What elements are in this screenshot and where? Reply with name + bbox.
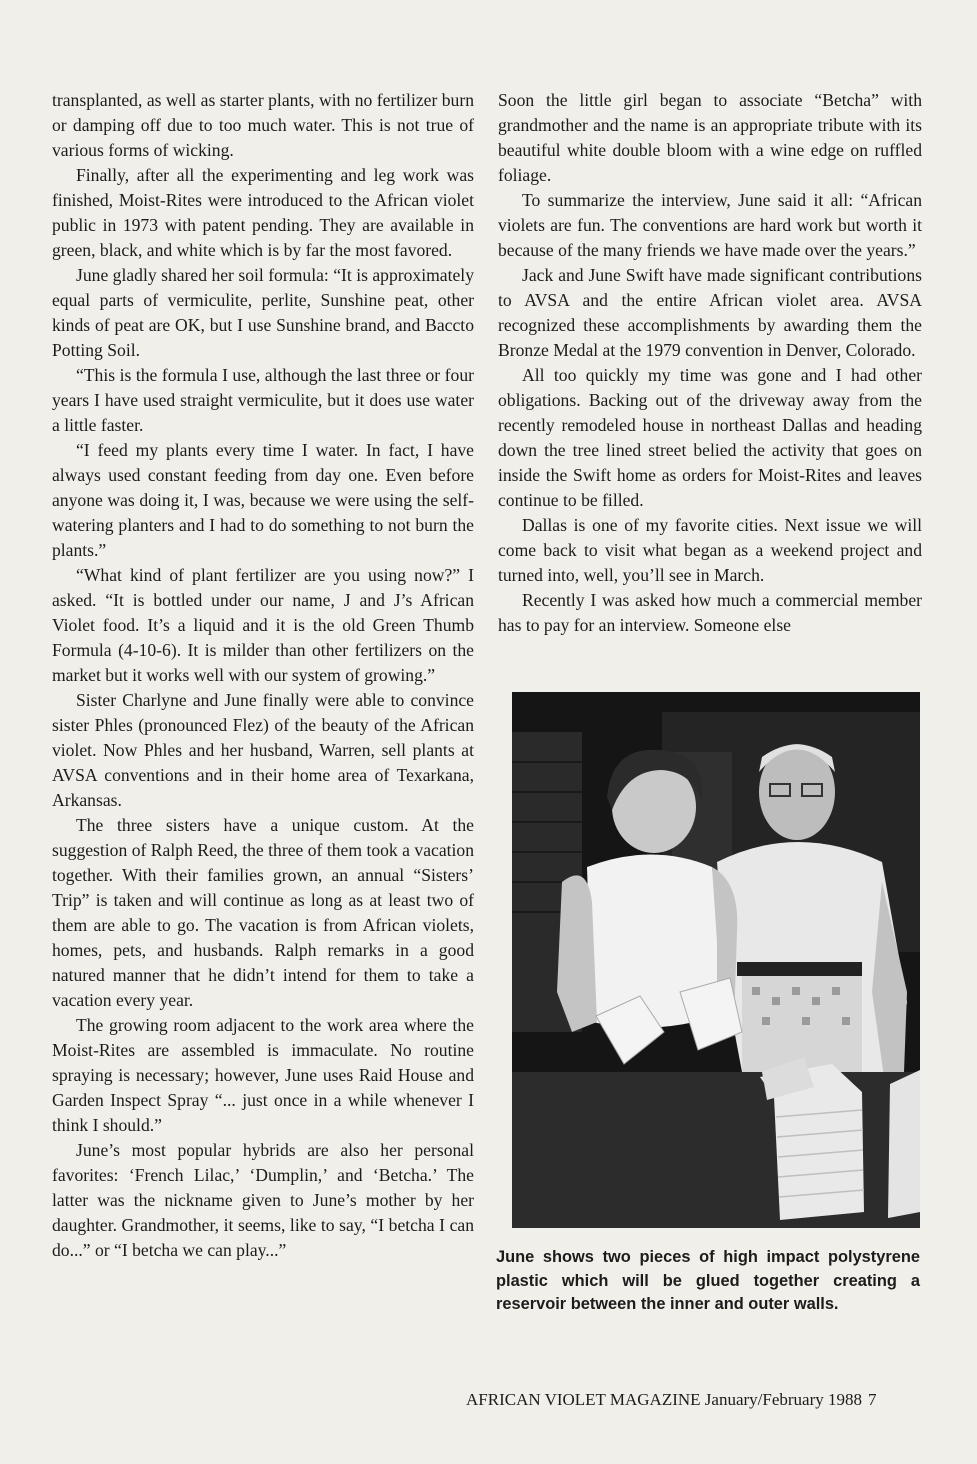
- paragraph: June gladly shared her soil formula: “It is approximately equal parts of vermiculite, perlite, Sunshine peat, other kinds of peat are OK, but I use Sunshine brand, and Baccto Potting Soil.: [52, 265, 474, 360]
- paragraph: Sister Charlyne and June finally were able to convince sister Phles (pronounced Flez) of the beauty of the African violet. Now Phles and her husband, Warren, sell plants at AVSA conventions and in their home area of Texarkana, Arkansas.: [52, 690, 474, 810]
- left-column: [52, 88, 474, 1263]
- photo-caption: June shows two pieces of high impact polystyrene plastic which will be glued together creating a reservoir between the inner and outer walls.: [496, 1248, 920, 1313]
- paragraph: transplanted, as well as starter plants, with no fertilizer burn or damping off due to too much water. This is not true of various forms of wicking.: [52, 90, 474, 160]
- paragraph: Recently I was asked how much a commercial member has to pay for an interview. Someone else: [498, 590, 922, 635]
- paragraph: The growing room adjacent to the work area where the Moist-Rites are assembled is immaculate. No routine spraying is necessary; however, June uses Raid House and Garden Inspect Spray “... just once in a while whenever I think I should.”: [52, 1015, 474, 1135]
- paragraph: To summarize the interview, June said it all: “African violets are fun. The conventions are hard work but worth it because of the many friends we have made over the years.”: [498, 190, 922, 260]
- page-footer: [466, 1390, 877, 1410]
- paragraph: June’s most popular hybrids are also her personal favorites: ‘French Lilac,’ ‘Dumplin,’ and ‘Betcha.’ The latter was the nickname given to June’s mother by her daughter. Grandmother, it seems, like to say, “I betcha I can do...” or “I betcha we can play...”: [52, 1140, 474, 1260]
- paragraph: Jack and June Swift have made significant contributions to AVSA and the entire African violet area. AVSA recognized these accomplishments by awarding them the Bronze Medal at the 1979 convention in Denver, Colorado.: [498, 265, 922, 360]
- paragraph: Finally, after all the experimenting and leg work was finished, Moist-Rites were introduced to the African violet public in 1973 with patent pending. They are available in green, black, and white which is by far the most favored.: [52, 165, 474, 260]
- publication-info: AFRICAN VIOLET MAGAZINE January/February 1988: [466, 1390, 862, 1409]
- paragraph: All too quickly my time was gone and I had other obligations. Backing out of the driveway away from the recently remodeled house in northeast Dallas and heading down the tree lined street belied the activity that goes on inside the Swift home as orders for Moist-Rites and leaves continue to be filled.: [498, 365, 922, 510]
- paragraph: “What kind of plant fertilizer are you using now?” I asked. “It is bottled under our name, J and J’s African Violet food. It’s a liquid and it is the old Green Thumb Formula (4-10-6). It is milder than other fertilizers on the market but it works well with our system of growing.”: [52, 565, 474, 685]
- paragraph: “This is the formula I use, although the last three or four years I have used straight vermiculite, but it does use water a little faster.: [52, 365, 474, 435]
- paragraph: Soon the little girl began to associate “Betcha” with grandmother and the name is an appropriate tribute with its beautiful white double bloom with a wine edge on ruffled foliage.: [498, 90, 922, 185]
- paragraph: Dallas is one of my favorite cities. Next issue we will come back to visit what began as a weekend project and turned into, well, you’ll see in March.: [498, 515, 922, 585]
- paragraph: The three sisters have a unique custom. At the suggestion of Ralph Reed, the three of them took a vacation together. With their families grown, an annual “Sisters’ Trip” is taken and will continue as long as at least two of them are able to go. The vacation is from African violets, homes, pets, and husbands. Ralph remarks in a good natured manner that he didn’t intend for them to take a vacation every year.: [52, 815, 474, 1010]
- paragraph: “I feed my plants every time I water. In fact, I have always used constant feeding from day one. Even before anyone was doing it, I was, because we were using the self-watering planters and I had to do something to not burn the plants.”: [52, 440, 474, 560]
- page-number: 7: [868, 1390, 877, 1409]
- photo-june-and-jack-swift: [512, 692, 920, 1228]
- right-column: [498, 88, 922, 638]
